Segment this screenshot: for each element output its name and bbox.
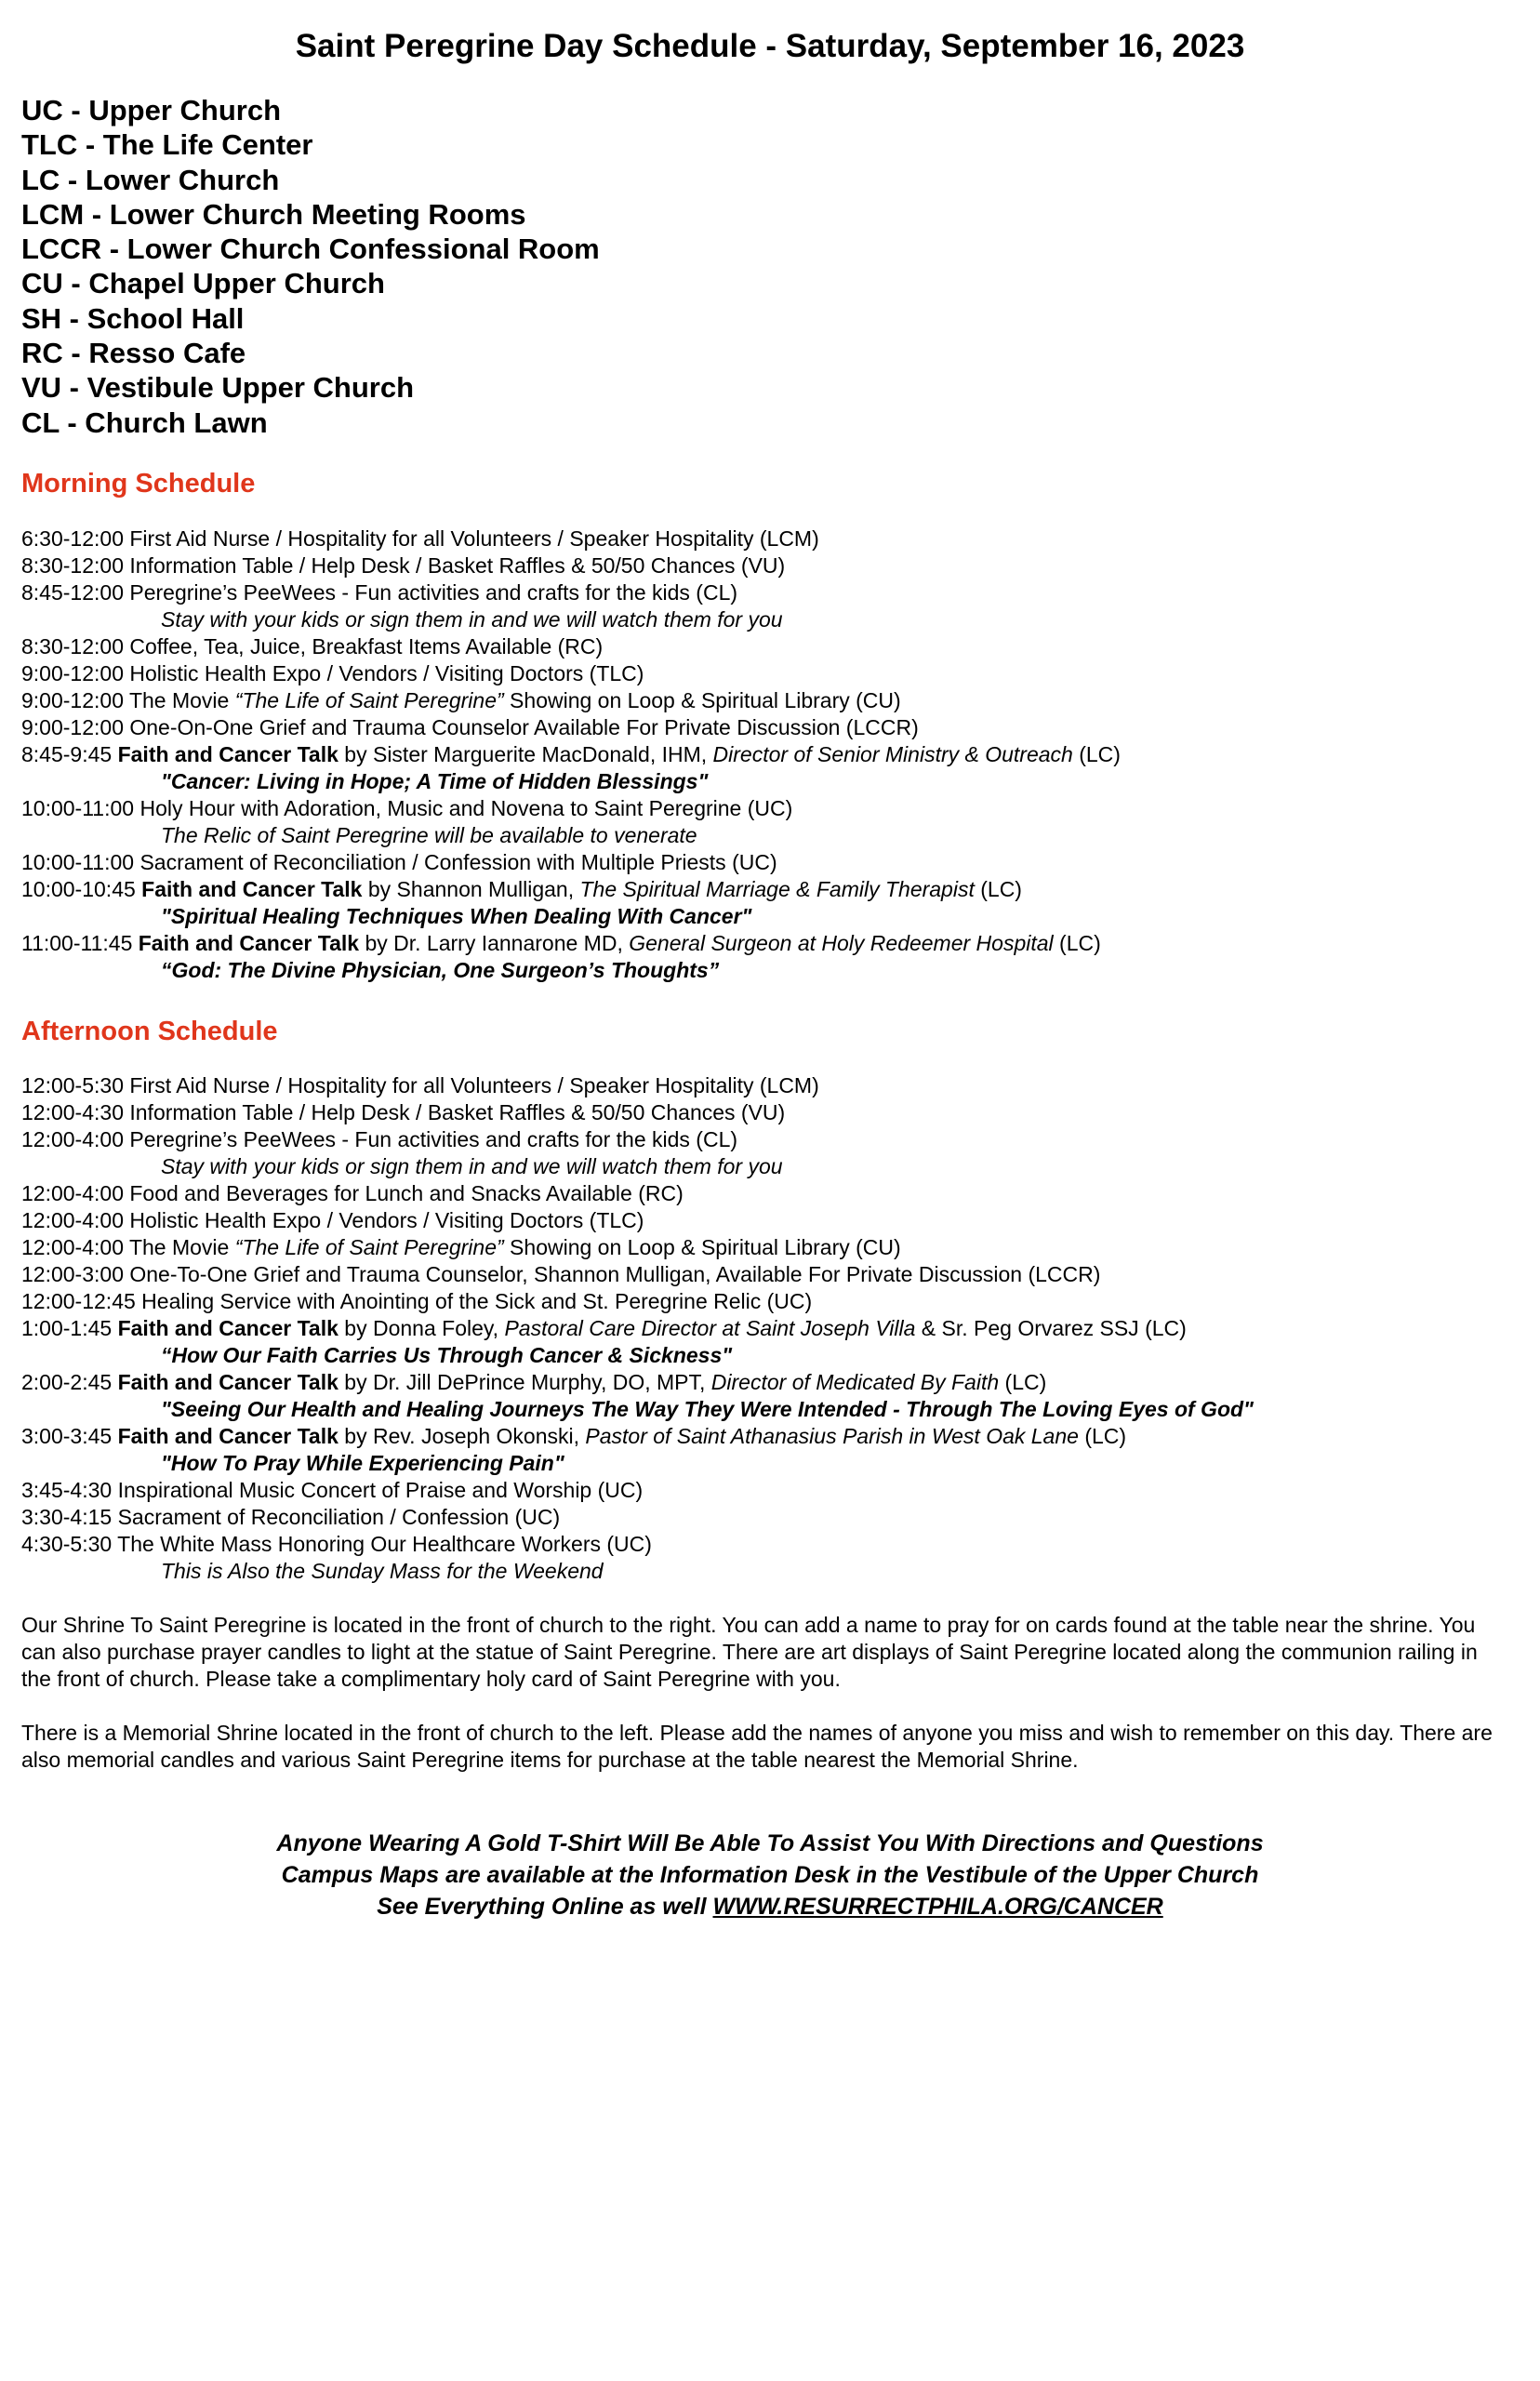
afternoon-item-text: 3:00-3:45 <box>21 1424 118 1448</box>
afternoon-item-text: Stay with your kids or sign them in and we will watch them for you <box>161 1154 783 1178</box>
afternoon-item-text: 12:00-4:30 Information Table / Help Desk / Basket Raffles & 50/50 Chances (VU) <box>21 1100 786 1124</box>
afternoon-item-text: "How To Pray While Experiencing Pain" <box>161 1451 564 1475</box>
afternoon-schedule-list <box>21 1072 1528 1585</box>
legend-item-cu: CU - Chapel Upper Church <box>21 267 385 300</box>
afternoon-item-text: 4:30-5:30 The White Mass Honoring Our Healthcare Workers (UC) <box>21 1532 652 1556</box>
afternoon-item-text: 12:00-4:00 Peregrine’s PeeWees - Fun activities and crafts for the kids (CL) <box>21 1127 738 1151</box>
afternoon-item-text: Faith and Cancer Talk <box>117 1316 339 1340</box>
legend-item-tlc: TLC - The Life Center <box>21 128 313 162</box>
shrine-paragraph: Our Shrine To Saint Peregrine is located in the front of church to the right. You can add a name to pray for on cards found at the table near the shrine. You can also purchase prayer candles to light at the statue of Saint Peregrine. There are art displays of Saint Peregrine located along the communion railing in the front of church. Please take a complimentary holy card of Saint Peregrine with you. <box>21 1613 1478 1691</box>
afternoon-item-text: 1:00-1:45 <box>21 1316 118 1340</box>
morning-item-text: Faith and Cancer Talk <box>117 742 339 766</box>
gold-shirt-note: Anyone Wearing A Gold T-Shirt Will Be Able To Assist You With Directions and Questions <box>276 1830 1264 1856</box>
afternoon-item-text: 12:00-4:00 The Movie <box>21 1235 235 1259</box>
afternoon-item <box>21 1180 1528 1207</box>
legend-item-uc: UC - Upper Church <box>21 94 281 126</box>
campus-maps-note: Campus Maps are available at the Information Desk in the Vestibule of the Upper Church <box>281 1862 1259 1888</box>
morning-item-text: (LC) <box>974 877 1022 901</box>
morning-item-text: by Sister Marguerite MacDonald, IHM, <box>338 742 713 766</box>
afternoon-item-text: “How Our Faith Carries Us Through Cancer & Sickness" <box>161 1343 733 1367</box>
morning-item-detail <box>21 957 1528 984</box>
morning-item-text: 8:45-9:45 <box>21 742 118 766</box>
morning-schedule-list <box>21 525 1528 984</box>
morning-item-text: 10:00-10:45 <box>21 877 142 901</box>
afternoon-item <box>21 1369 1528 1396</box>
afternoon-item-text: 3:45-4:30 Inspirational Music Concert of Praise and Worship (UC) <box>21 1478 644 1502</box>
morning-item-text: “God: The Divine Physician, One Surgeon’s Thoughts” <box>161 958 720 982</box>
morning-item-detail <box>21 822 1528 849</box>
morning-item <box>21 741 1528 768</box>
afternoon-item <box>21 1234 1528 1261</box>
morning-item-text: "Cancer: Living in Hope; A Time of Hidden Blessings" <box>161 769 709 793</box>
afternoon-item-detail <box>21 1450 1528 1477</box>
morning-item <box>21 633 1528 660</box>
morning-item-text: by Dr. Larry Iannarone MD, <box>359 931 630 955</box>
afternoon-item <box>21 1207 1528 1234</box>
morning-item-text: "Spiritual Healing Techniques When Dealing With Cancer" <box>161 904 752 928</box>
morning-item-text: 9:00-12:00 Holistic Health Expo / Vendors / Visiting Doctors (TLC) <box>21 661 644 685</box>
morning-item-detail <box>21 903 1528 930</box>
morning-item-text: Faith and Cancer Talk <box>141 877 363 901</box>
morning-item-text: 11:00-11:45 <box>21 931 139 955</box>
afternoon-item-detail <box>21 1153 1528 1180</box>
morning-item-text: 10:00-11:00 Holy Hour with Adoration, Music and Novena to Saint Peregrine (UC) <box>21 796 793 820</box>
morning-item-text: 9:00-12:00 The Movie <box>21 688 235 712</box>
morning-item-text: General Surgeon at Holy Redeemer Hospital <box>629 931 1054 955</box>
legend-item-sh: SH - School Hall <box>21 301 245 335</box>
morning-item-text: “The Life of Saint Peregrine” <box>234 688 504 712</box>
morning-item-text: The Spiritual Marriage & Family Therapist <box>579 877 975 901</box>
morning-heading: Morning Schedule <box>21 469 256 499</box>
afternoon-item-detail <box>21 1558 1528 1585</box>
afternoon-item-text: 12:00-12:45 Healing Service with Anointing of the Sick and St. Peregrine Relic (UC) <box>21 1289 813 1313</box>
legend-item-rc: RC - Resso Cafe <box>21 337 246 370</box>
location-legend <box>21 93 600 440</box>
morning-item-text: 10:00-11:00 Sacrament of Reconciliation / Confession with Multiple Priests (UC) <box>21 850 777 874</box>
morning-item-text: 8:45-12:00 Peregrine’s PeeWees - Fun activities and crafts for the kids (CL) <box>21 580 738 605</box>
afternoon-item <box>21 1072 1528 1099</box>
afternoon-item-text: Faith and Cancer Talk <box>117 1370 339 1394</box>
afternoon-item-text: 12:00-5:30 First Aid Nurse / Hospitality for all Volunteers / Speaker Hospitality (LCM) <box>21 1073 819 1097</box>
morning-item <box>21 579 1528 606</box>
morning-item <box>21 795 1528 822</box>
afternoon-item-text: by Rev. Joseph Okonski, <box>338 1424 586 1448</box>
morning-item-text: (LC) <box>1072 742 1121 766</box>
afternoon-item-text: 2:00-2:45 <box>21 1370 118 1394</box>
morning-item-text: The Relic of Saint Peregrine will be available to venerate <box>161 823 697 847</box>
morning-item-text: (LC) <box>1053 931 1101 955</box>
afternoon-item-text: 12:00-4:00 Food and Beverages for Lunch and Snacks Available (RC) <box>21 1181 684 1205</box>
morning-item-text: Stay with your kids or sign them in and we will watch them for you <box>161 607 783 632</box>
legend-item-vu: VU - Vestibule Upper Church <box>21 371 415 405</box>
afternoon-heading: Afternoon Schedule <box>21 1017 278 1046</box>
morning-item <box>21 525 1528 552</box>
afternoon-item-text: (LC) <box>1078 1424 1127 1448</box>
afternoon-item-text: Pastor of Saint Athanasius Parish in West Oak Lane <box>585 1424 1079 1448</box>
afternoon-item <box>21 1261 1528 1288</box>
morning-item <box>21 876 1528 903</box>
legend-item-lcm: LCM - Lower Church Meeting Rooms <box>21 197 526 231</box>
afternoon-item-text: 12:00-3:00 One-To-One Grief and Trauma Counselor, Shannon Mulligan, Available For Private Discussion (LCCR) <box>21 1262 1101 1286</box>
morning-item-text: 8:30-12:00 Coffee, Tea, Juice, Breakfast Items Available (RC) <box>21 634 604 658</box>
afternoon-item-text: “The Life of Saint Peregrine” <box>234 1235 504 1259</box>
afternoon-item <box>21 1504 1528 1531</box>
afternoon-item <box>21 1099 1528 1126</box>
morning-item <box>21 687 1528 714</box>
afternoon-item <box>21 1531 1528 1558</box>
morning-item-detail <box>21 606 1528 633</box>
legend-item-cl: CL - Church Lawn <box>21 406 268 439</box>
closing-notes <box>0 1828 1540 1922</box>
afternoon-item <box>21 1126 1528 1153</box>
afternoon-item-text: by Dr. Jill DePrince Murphy, DO, MPT, <box>338 1370 711 1394</box>
morning-item <box>21 714 1528 741</box>
afternoon-item-text: & Sr. Peg Orvarez SSJ (LC) <box>915 1316 1187 1340</box>
page-title: Saint Peregrine Day Schedule - Saturday, September 16, 2023 <box>295 28 1245 64</box>
memorial-paragraph: There is a Memorial Shrine located in the front of church to the left. Please add the names of anyone you miss and wish to remember on this day. There are also memorial candles and various Saint Peregrine items for purchase at the table nearest the Memorial Shrine. <box>21 1721 1493 1772</box>
afternoon-item <box>21 1423 1528 1450</box>
morning-item-text: by Shannon Mulligan, <box>362 877 580 901</box>
afternoon-item-text: 3:30-4:15 Sacrament of Reconciliation / Confession (UC) <box>21 1505 561 1529</box>
afternoon-item-text: Faith and Cancer Talk <box>117 1424 339 1448</box>
afternoon-item-text: Director of Medicated By Faith <box>710 1370 1000 1394</box>
morning-item-text: 8:30-12:00 Information Table / Help Desk / Basket Raffles & 50/50 Chances (VU) <box>21 553 786 578</box>
afternoon-item-detail <box>21 1342 1528 1369</box>
morning-item-text: Faith and Cancer Talk <box>138 931 360 955</box>
afternoon-item-text: Pastoral Care Director at Saint Joseph Villa <box>504 1316 916 1340</box>
afternoon-item-text: (LC) <box>999 1370 1047 1394</box>
legend-item-lccr: LCCR - Lower Church Confessional Room <box>21 233 600 266</box>
morning-item-detail <box>21 768 1528 795</box>
afternoon-item <box>21 1477 1528 1504</box>
afternoon-item <box>21 1288 1528 1315</box>
morning-item-text: Showing on Loop & Spiritual Library (CU) <box>503 688 901 712</box>
afternoon-item-text: Showing on Loop & Spiritual Library (CU) <box>503 1235 901 1259</box>
afternoon-item-text: 12:00-4:00 Holistic Health Expo / Vendors / Visiting Doctors (TLC) <box>21 1208 644 1232</box>
morning-item-text: Director of Senior Ministry & Outreach <box>712 742 1073 766</box>
afternoon-item <box>21 1315 1528 1342</box>
morning-item-text: 6:30-12:00 First Aid Nurse / Hospitality for all Volunteers / Speaker Hospitality (LCM) <box>21 526 819 551</box>
afternoon-item-text: by Donna Foley, <box>338 1316 505 1340</box>
online-note-prefix: See Everything Online as well <box>377 1894 713 1920</box>
legend-item-lc: LC - Lower Church <box>21 163 280 196</box>
morning-item <box>21 930 1528 957</box>
online-note <box>0 1891 1540 1922</box>
morning-item <box>21 552 1528 579</box>
website-link[interactable]: WWW.RESURRECTPHILA.ORG/CANCER <box>712 1894 1163 1920</box>
afternoon-item-detail <box>21 1396 1528 1423</box>
morning-item <box>21 849 1528 876</box>
afternoon-item-text: This is Also the Sunday Mass for the Weekend <box>161 1559 604 1583</box>
morning-item <box>21 660 1528 687</box>
afternoon-item-text: "Seeing Our Health and Healing Journeys The Way They Were Intended - Through The Loving Eyes of God" <box>161 1397 1254 1421</box>
morning-item-text: 9:00-12:00 One-On-One Grief and Trauma Counselor Available For Private Discussion (LCCR) <box>21 715 919 739</box>
